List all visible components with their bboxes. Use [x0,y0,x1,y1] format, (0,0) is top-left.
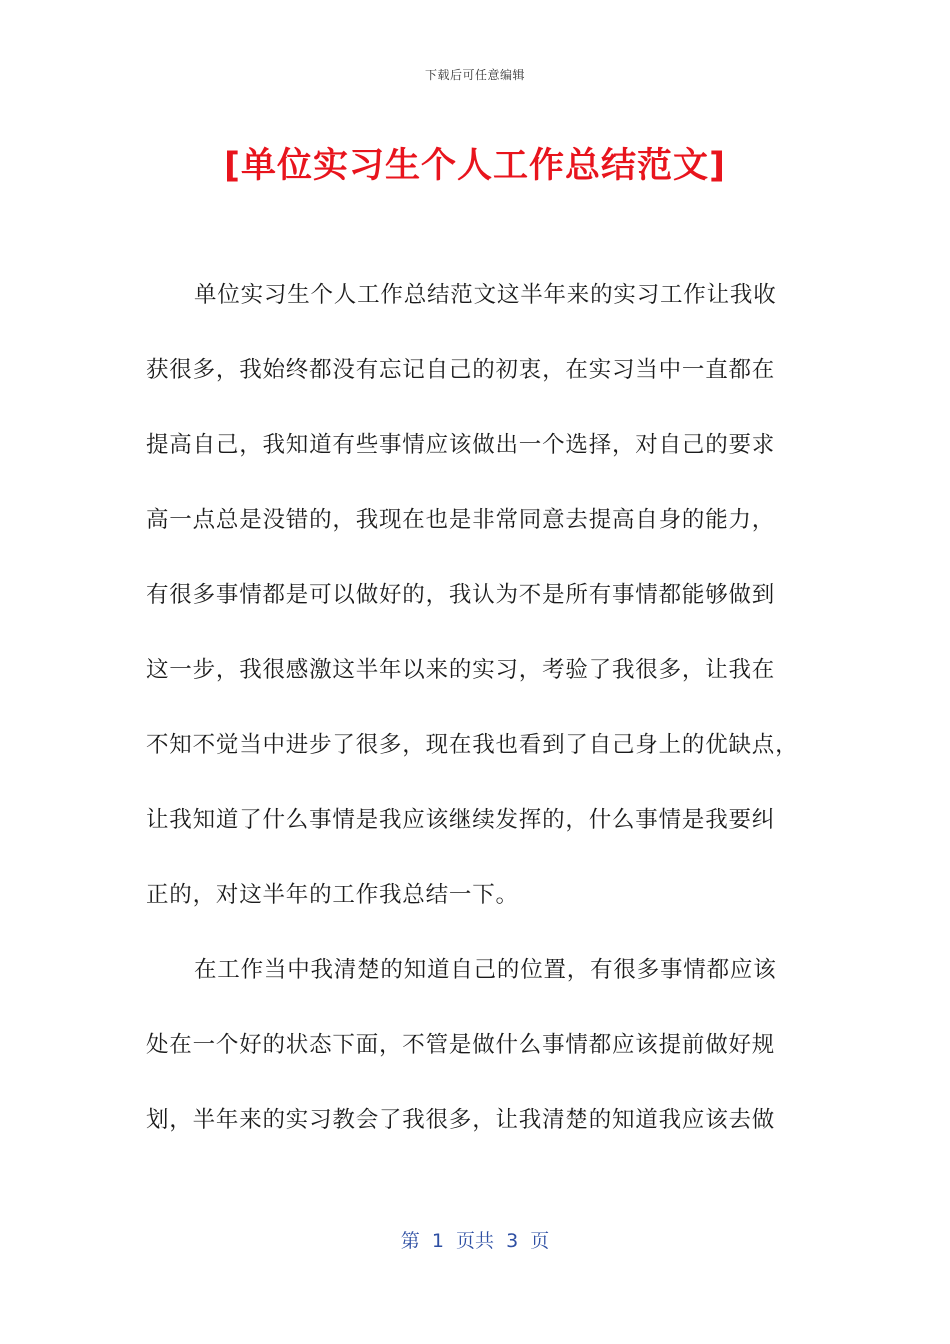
page-number-footer: 第 1 页共 3 页 [400,1230,550,1252]
paragraph-line: 让我知道了什么事情是我应该继续发挥的，什么事情是我要纠 [146,807,776,833]
paragraph-line: 获很多，我始终都没有忘记自己的初衷，在实习当中一直都在 [146,357,776,383]
paragraph-2 [146,945,802,1170]
document-body [146,270,802,1170]
paragraph-line: 不知不觉当中进步了很多，现在我也看到了自己身上的优缺点， [146,732,799,758]
paragraph-line: 这一步，我很感激这半年以来的实习，考验了我很多，让我在 [146,657,776,683]
paragraph-line: 划，半年来的实习教会了我很多，让我清楚的知道我应该去做 [146,1107,776,1133]
paragraph-line: 正的，对这半年的工作我总结一下。 [146,882,519,908]
paragraph-line: 提高自己，我知道有些事情应该做出一个选择，对自己的要求 [146,432,776,458]
paragraph-line: 处在一个好的状态下面，不管是做什么事情都应该提前做好规 [146,1032,776,1058]
document-title: [单位实习生个人工作总结范文] [224,146,726,186]
paragraph-line: 单位实习生个人工作总结范文这半年来的实习工作让我收 [194,282,777,308]
page-header-note: 下载后可任意编辑 [424,68,525,82]
paragraph-line: 高一点总是没错的，我现在也是非常同意去提高自身的能力， [146,507,776,533]
paragraph-line: 有很多事情都是可以做好的，我认为不是所有事情都能够做到 [146,582,776,608]
paragraph-line: 在工作当中我清楚的知道自己的位置，有很多事情都应该 [194,957,777,983]
paragraph-1 [146,270,802,945]
